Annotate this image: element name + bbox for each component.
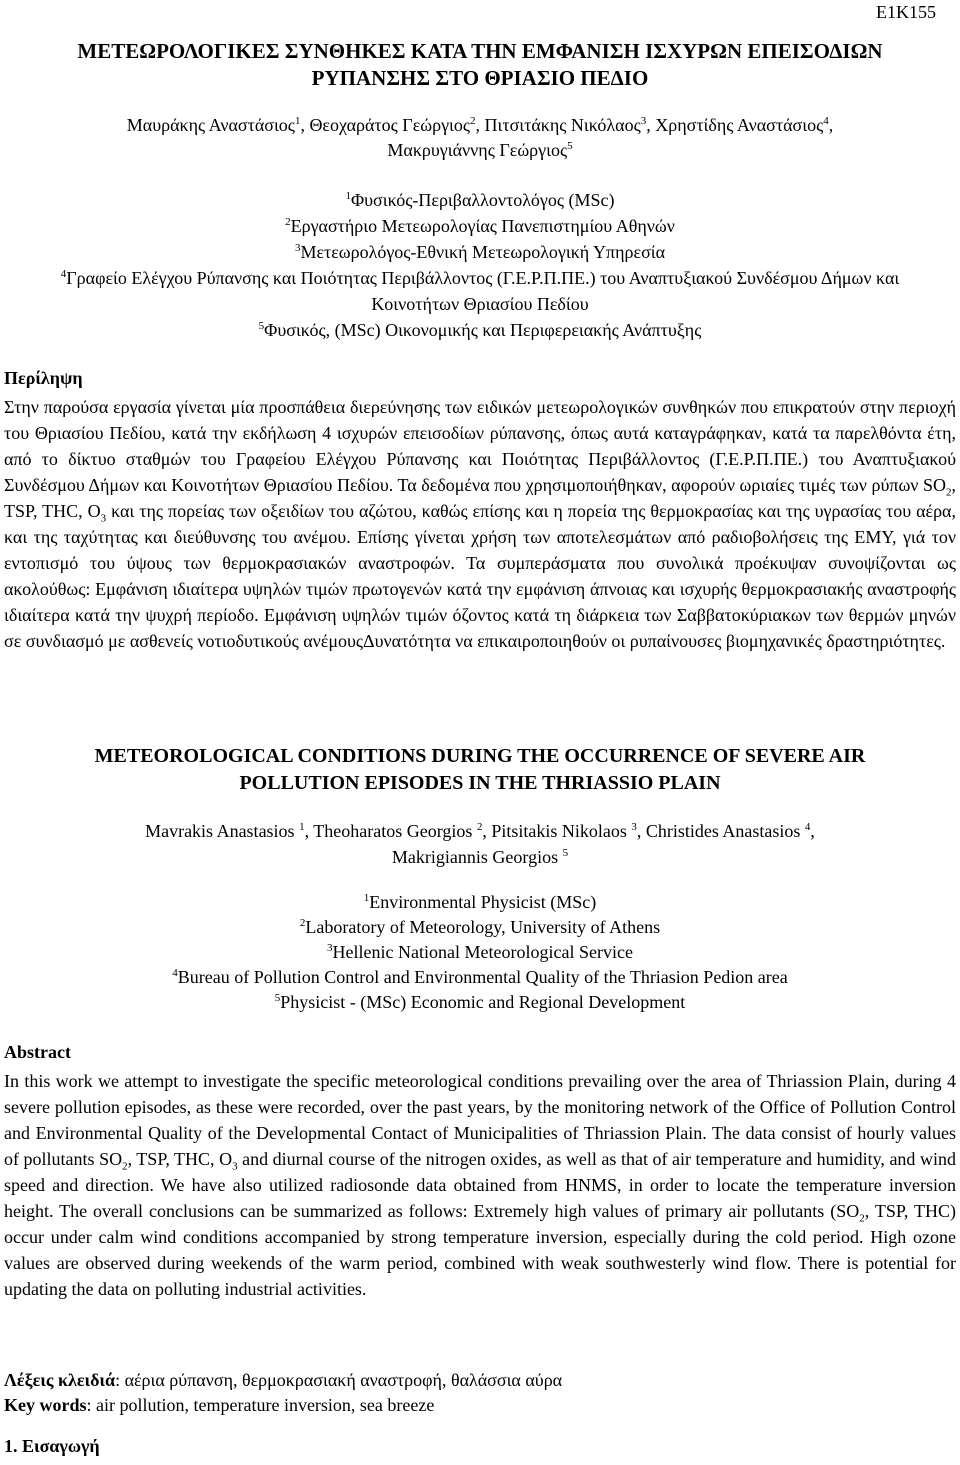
author: Mavrakis Anastasios $^1$, [145, 821, 314, 841]
author: Πιτσιτάκης Νικόλαος$^3$, [484, 115, 656, 135]
affiliation: $^1$Φυσικός-Περιβαλλοντολόγος (MSc) [345, 190, 615, 210]
affiliation: $^5$Φυσικός, (MSc) Οικονομικής και Περιφερειακής Ανάπτυξης [258, 320, 702, 340]
greek-keywords: Λέξεις κλειδιά: αέρια ρύπανση, θερμοκρασιακή αναστροφή, θαλάσσια αύρα [4, 1370, 563, 1390]
english-affiliations [20, 890, 940, 1015]
affiliation: $^4$Bureau of Pollution Control and Environmental Quality of the Thriasion Pedion area [172, 967, 788, 987]
english-authors [30, 818, 930, 870]
greek-title-line-1: ΜΕΤΕΩΡΟΛΟΓΙΚΕΣ ΣΥΝΘΗΚΕΣ ΚΑΤΑ ΤΗΝ ΕΜΦΑΝΙΣΗ ΙΣΧΥΡΩΝ ΕΠΕΙΣΟΔΙΩΝ [77, 39, 883, 63]
author: Μακρυγιάννης Γεώργιος$^5$ [387, 140, 573, 160]
author: Theoharatos Georgios $^2$, [313, 821, 492, 841]
author: Χρηστίδης Αναστάσιος$^4$, [655, 115, 834, 135]
greek-title-line-2: ΡΥΠΑΝΣΗΣ ΣΤΟ ΘΡΙΑΣΙΟ ΠΕΔΙΟ [311, 66, 649, 90]
author: Μαυράκης Αναστάσιος$^1$, [126, 115, 310, 135]
english-abstract-heading: Abstract [4, 1042, 71, 1062]
author: Pitsitakis Nikolaos $^3$, [491, 821, 646, 841]
greek-abstract-body: Στην παρούσα εργασία γίνεται μία προσπάθεια διερεύνησης των ειδικών μετεωρολογικών συνθηκών που επικρατούν στην περιοχή του Θριασίου Πεδίου, κατά την εκδήλωση 4 ισχυρών επεισοδίων ρύπανσης, όπως αυτά καταγράφηκαν, κατά τα παρελθόντα έτη, από το δίκτυο σταθμών του Γραφείου Ελέγχου Ρύπανσης και Ποιότητας Περιβάλλοντος (Γ.Ε.Ρ.Π.ΠΕ.) του Αναπτυξιακού Συνδέσμου Δήμων και Κοινοτήτων Θριασίου Πεδίου. Τα δεδομένα που χρησιμοποιήθηκαν, αφορούν ωριαίες τιμές των ρύπων $SO_2$, TSP, THC, $O_3$ και της πορείας των οξειδίων του αζώτου, καθώς επίσης και η πορεία της θερμοκρασίας και της υγρασίας του αέρα, και της ταχύτητας και διεύθυνσης του ανέμου. Επίσης γίνεται χρήση των αποτελεσμάτων από ραδιοβολήσεις της ΕΜΥ, γιά τον εντοπισμό του ύψους των θερμοκρασιακών αναστροφών. Τα συμπεράσματα που συνολικά προέκυψαν συνοψίζονται ως ακολούθως: Εμφάνιση ιδιαίτερα υψηλών τιμών πρωτογενών κατά την εμφάνιση άπνοιας και ισχυρής θερμοκρασιακής αναστροφής ιδιαίτερα κατά την ψυχρή περίοδο. Εμφάνιση υψηλών τιμών όζοντος κατά τη διάρκεια των Σαββατοκύριακων των θερμών μηνών σε συνδιασμό με ασθενείς νοτιοδυτικούς ανέμουςΔυνατότητα να επικαιροποιηθούν οι ρυπαίνουσες βιομηχανικές δραστηριότητες. [4, 397, 956, 651]
section-heading: 1. Εισαγωγή [4, 1436, 100, 1456]
affiliation: $^2$Laboratory of Meteorology, University of Athens [299, 917, 661, 937]
english-keywords: Key words: air pollution, temperature inversion, sea breeze [4, 1395, 435, 1415]
author: Christides Anastasios $^4$, [645, 821, 815, 841]
greek-affiliations [20, 187, 940, 343]
greek-title [40, 38, 920, 92]
english-title-line-1: METEOROLOGICAL CONDITIONS DURING THE OCCURRENCE OF SEVERE AIR [94, 745, 866, 767]
affiliation: $^1$Environmental Physicist (MSc) [363, 892, 597, 912]
english-abstract-body: In this work we attempt to investigate the specific meteorological conditions prevailing over the area of Thriassion Plain, during 4 severe pollution episodes, as these were recorded, over the past years, by the monitoring network of the Office of Pollution Control and Environmental Quality of the Developmental Contact of Municipalities of Thriassion Plain. The data consist of hourly values of pollutants $SO_2$, TSP, THC, $O_3$ and diurnal course of the nitrogen oxides, as well as that of air temperature and humidity, and wind speed and direction. We have also utilized radiosonde data obtained from HNMS, in order to locate the temperature inversion height. The overall conclusions can be summarized as follows: Extremely high values of primary air pollutants ($SO_2$, TSP, THC) occur under calm wind conditions accompanied by strong temperature inversion, especially during the cold period. High ozone values are observed during weekends of the warm period, combined with weak southwesterly wind flow. There is potential for updating the data on polluting industrial activities. [4, 1071, 956, 1299]
affiliation: $^3$Hellenic National Meteorological Service [327, 942, 633, 962]
paper-code: E1K155 [876, 2, 936, 22]
affiliation: $^3$Μετεωρολόγος-Εθνική Μετεωρολογική Υπηρεσία [294, 242, 666, 262]
affiliation: $^4$Γραφείο Ελέγχου Ρύπανσης και Ποιότητας Περιβάλλοντος (Γ.Ε.Ρ.Π.ΠΕ.) του Αναπτυξιακού Συνδέσμου Δήμων και Κοινοτήτων Θριασίου Πεδίου [60, 268, 900, 314]
author: Makrigiannis Georgios $^5$ [391, 847, 569, 867]
affiliation: $^5$Physicist - (MSc) Economic and Regional Development [274, 992, 686, 1012]
english-title [40, 743, 920, 797]
english-title-line-2: POLLUTION EPISODES IN THE THRIASSIO PLAIN [239, 772, 721, 794]
affiliation: $^2$Εργαστήριο Μετεωρολογίας Πανεπιστημίου Αθηνών [285, 216, 675, 236]
greek-authors [30, 113, 930, 163]
greek-abstract-heading: Περίληψη [4, 368, 83, 388]
author: Θεοχαράτος Γεώργιος$^2$, [309, 115, 485, 135]
